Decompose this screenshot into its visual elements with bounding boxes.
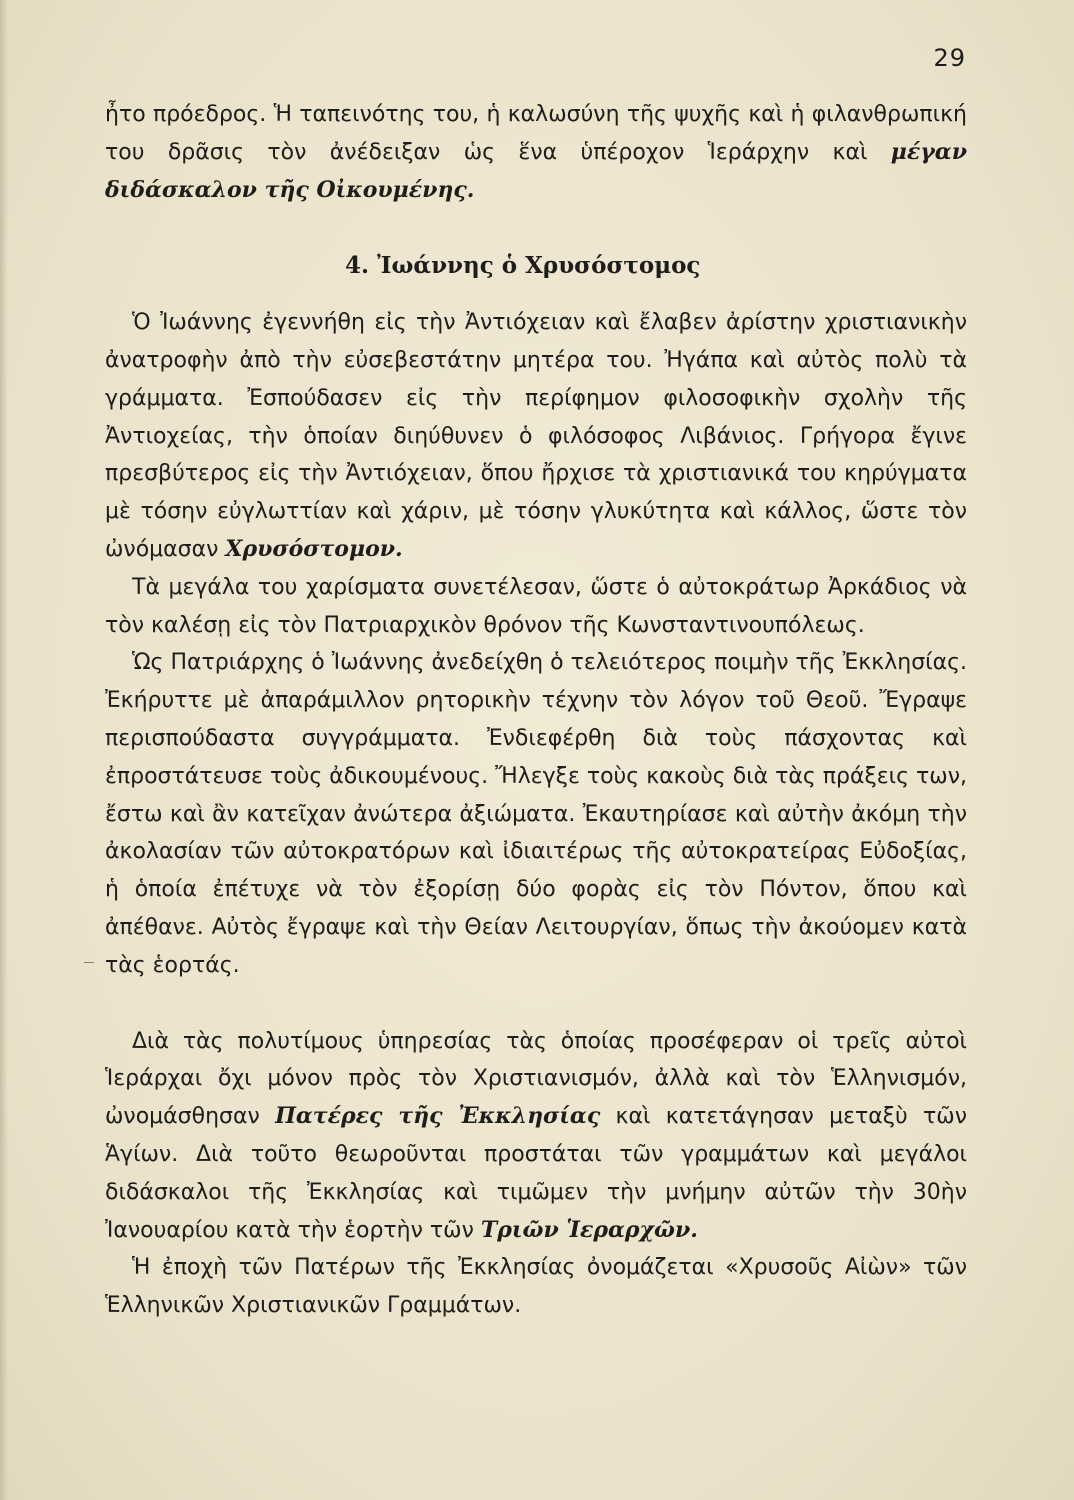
text-run: Ὁ Ἰωάννης ἐγεννήθη εἰς τὴν Ἀντιόχειαν καὶ ἔλαβεν ἀρίστην χριστιανικὴν ἀνατροφὴν ἀπὸ τὴν εὐσεβεστάτην μητέρα του. Ἠγάπα καὶ αὐτὸς πολὺ τὰ γράμματα. Ἐσπούδασεν εἰς τὴν περίφημον φιλοσοφικὴν σχολὴν τῆς Ἀντιοχείας, τὴν ὁποίαν διηύθυνεν ὁ φιλόσοφος Λιβάνιος. Γρήγορα ἔγινε πρεσβύτερος εἰς τὴν Ἀντιόχειαν, ὅπου ἤρχισε τὰ χριστιανικά του κηρύγματα μὲ τόσην εὐγλωττίαν καὶ χάριν, μὲ τόσην γλυκύτητα καὶ κάλλος, ὥστε τὸν ὠνόμασαν (105, 310, 967, 562)
paragraph-continuation (105, 96, 967, 209)
text-run: καὶ κατετάγησαν μεταξὺ τῶν Ἁγίων. Διὰ τοῦτο θεωροῦνται προστάται τῶν γραμμάτων καὶ μεγάλοι διδάσκαλοι τῆς Ἐκκλησίας καὶ τιμῶμεν τὴν μνήμην αὐτῶν τὴν 30ὴν Ἰανουαρίου κατὰ τὴν ἑορτὴν τῶν (105, 1104, 967, 1243)
text-run: Ὡς Πατριάρχης ὁ Ἰωάννης ἀνεδείχθη ὁ τελειότερος ποιμὴν τῆς Ἐκκλησίας. Ἐκήρυττε μὲ ἀπαράμιλλον ρητορικὴν τέχνην τὸν λόγον τοῦ Θεοῦ. Ἔγραψε περισπούδαστα συγγράμματα. Ἐνδιεφέρθη διὰ τοὺς πάσχοντας καὶ ἐπροστάτευσε τοὺς ἀδικουμένους. Ἤλεγξε τοὺς κακοὺς διὰ τὰς πράξεις των, ἔστω καὶ ἂν κατεῖχαν ἀνώτερα ἀξιώματα. Ἐκαυτηρίασε καὶ αὐτὴν ἀκόμη τὴν ἀκολασίαν τῶν αὐτοκρατόρων καὶ ἰδιαιτέρως τῆς αὐτοκρατείρας Εὐδοξίας, ἡ ὁποία ἐπέτυχε νὰ τὸν ἐξορίσῃ δύο φορὰς εἰς τὸν Πόντον, ὅπου καὶ ἀπέθανε. Αὐτὸς ἔγραψε καὶ τὴν Θείαν Λειτουργίαν, ὅπως τὴν ἀκούομεν κατὰ τὰς ἑορτάς. (105, 650, 967, 978)
paragraph (105, 304, 967, 569)
emphasis-phrase: Πατέρες τῆς Ἐκκλησίας (275, 1103, 601, 1130)
paragraph (105, 1023, 967, 1250)
section-heading (105, 247, 967, 285)
text-run: Ἡ ἐποχὴ τῶν Πατέρων τῆς Ἐκκλησίας ὀνομάζεται «Χρυσοῦς Αἰὼν» τῶν Ἑλληνικῶν Χριστιανικῶν Γραμμάτων. (105, 1255, 967, 1319)
body-text (105, 96, 967, 1325)
paragraph (105, 1249, 967, 1325)
page-number: 29 (933, 44, 966, 72)
paragraph (105, 644, 967, 984)
margin-tick (84, 962, 94, 963)
text-run: Διὰ τὰς πολυτίμους ὑπηρεσίας τὰς ὁποίας προσέφεραν οἱ τρεῖς αὐτοὶ Ἱεράρχαι ὄχι μόνον πρὸς τὸν Χριστιανισμόν, ἀλλὰ καὶ τὸν Ἑλληνισμόν, ὠνομάσθησαν (105, 1028, 967, 1130)
paragraph (105, 569, 967, 645)
emphasis-phrase: Τριῶν Ἱεραρχῶν. (480, 1216, 698, 1243)
text-run: Τὰ μεγάλα του χαρίσματα συνετέλεσαν, ὥστε ὁ αὐτοκράτωρ Ἀρκάδιος νὰ τὸν καλέσῃ εἰς τὸν Πατριαρχικὸν θρόνον τῆς Κωνσταντινουπόλεως. (105, 574, 967, 638)
emphasis-phrase: μέγαν διδάσκαλον τῆς Οἰκουμένης. (105, 138, 967, 203)
heading-text: 4. Ἰωάννης ὁ Χρυσόστομος (345, 252, 701, 280)
page-edge-shadow (0, 0, 8, 1500)
text-run: ἦτο πρόεδρος. Ἡ ταπεινότης του, ἡ καλωσύνη τῆς ψυχῆς καὶ ἡ φιλανθρωπική του δρᾶσις τὸν ἀνέδειξαν ὡς ἕνα ὑπέροχον Ἱεράρχην καὶ (105, 102, 967, 165)
emphasis-phrase: Χρυσόστομον. (225, 535, 403, 562)
